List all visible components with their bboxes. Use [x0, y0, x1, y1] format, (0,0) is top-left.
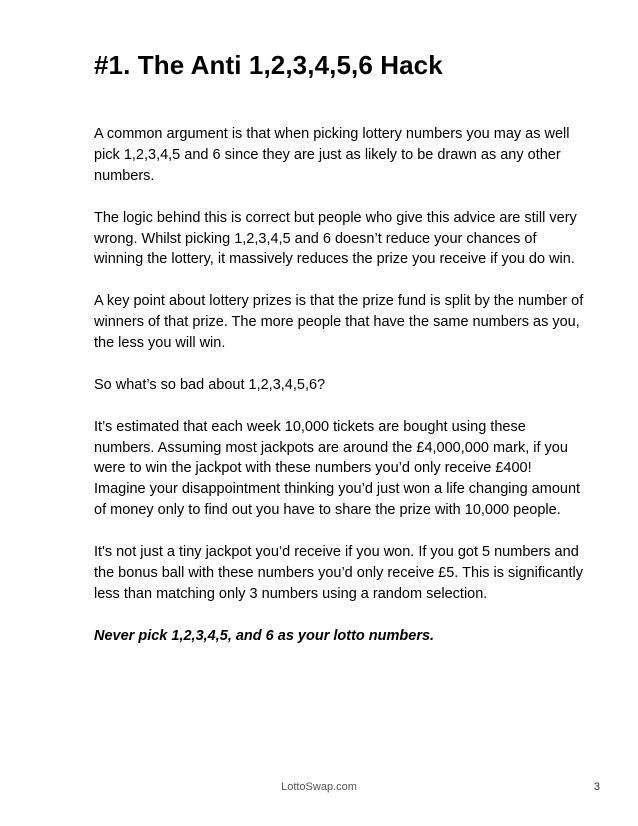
paragraph-estimate: It’s estimated that each week 10,000 tickets are bought using these numbers. Assuming most jackpots are around the £4,000,000 mark, if you were to win the jackpot with these numbers you’d only receive £400! Imagine your disappointment thinking you’d just won a life changing amount of money only to find out you have to share the prize with 10,000 people. [94, 418, 581, 519]
article-body [94, 124, 584, 647]
footer-page-number: 3 [593, 781, 600, 793]
closing-emphasis: Never pick 1,2,3,4,5, and 6 as your lotto numbers. [94, 627, 435, 644]
paragraph-common-argument: A common argument is that when picking lottery numbers you may as well pick 1,2,3,4,5 and 6 since they are just as likely to be drawn as any other numbers. [94, 126, 570, 184]
page-title: #1. The Anti 1,2,3,4,5,6 Hack [94, 50, 443, 80]
paragraph-bonus-ball: It's not just a tiny jackpot you’d receive if you won. If you got 5 numbers and the bonus ball with these numbers you’d only receive £5. This is significantly less than matching only 3 numbers using a random selection. [94, 544, 583, 602]
paragraph-question: So what’s so bad about 1,2,3,4,5,6? [94, 376, 326, 393]
paragraph-logic: The logic behind this is correct but people who give this advice are still very wrong. Whilst picking 1,2,3,4,5 and 6 doesn’t reduce your chances of winning the lottery, it massively reduces the prize you receive if you do win. [94, 209, 577, 268]
footer-site-name: LottoSwap.com [281, 781, 357, 793]
paragraph-prize-split: A key point about lottery prizes is that the prize fund is split by the number of winners of that prize. The more people that have the same numbers as you, the less you will win. [94, 293, 584, 352]
